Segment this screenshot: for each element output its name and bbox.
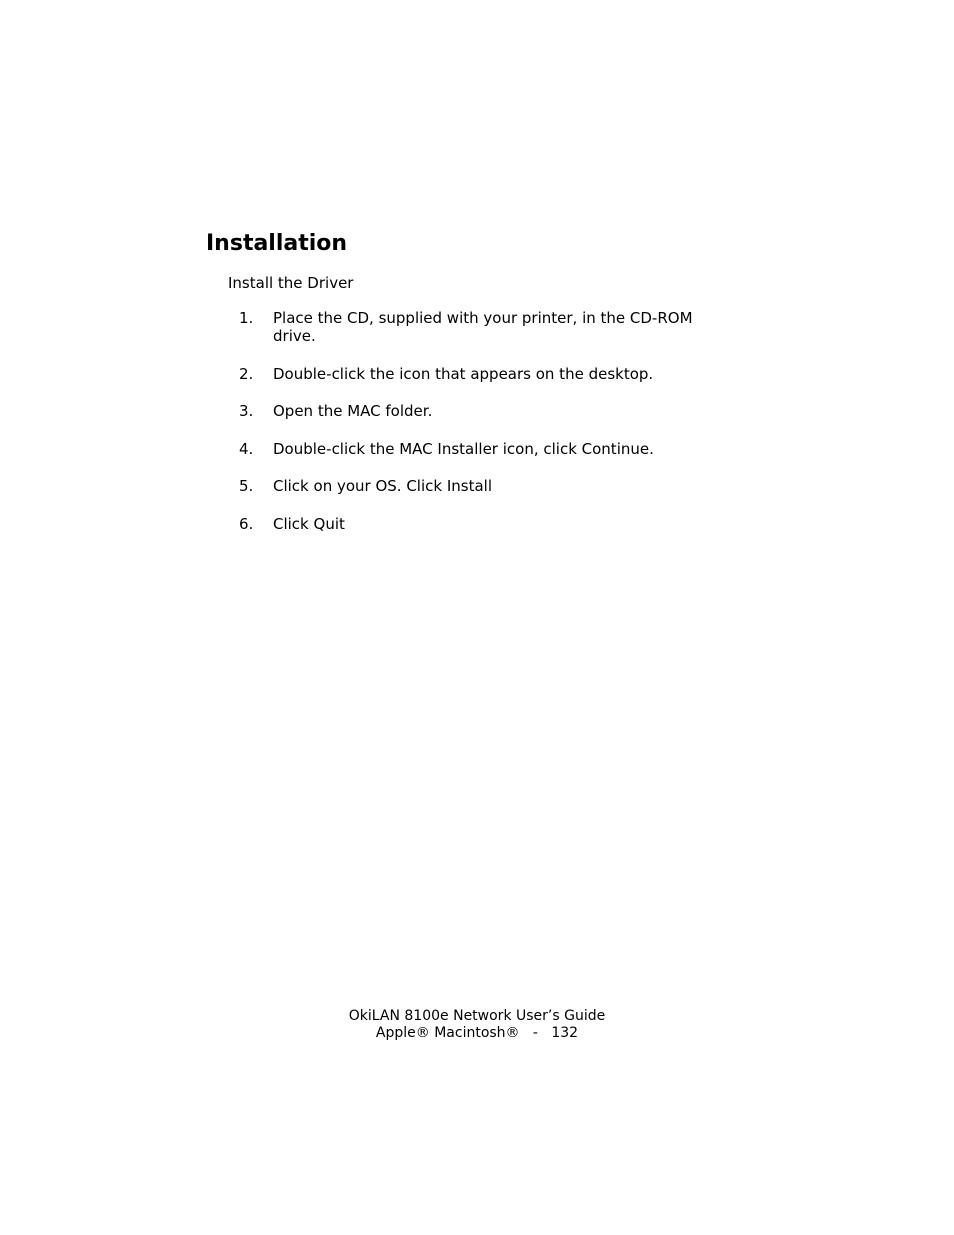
step-text: Double-click the icon that appears on the desktop. [273, 364, 654, 383]
footer-page-info [0, 1025, 954, 1042]
list-item [0, 309, 954, 345]
list-item [0, 440, 954, 458]
list-item [0, 515, 954, 533]
step-number: 3. [239, 402, 254, 420]
footer-section-name: Apple® Macintosh® [375, 1025, 520, 1041]
step-text: Click Quit [273, 514, 345, 533]
list-item [0, 402, 954, 420]
footer-guide-title: OkiLAN 8100e Network User’s Guide [348, 1008, 606, 1024]
step-text: Open the MAC folder. [273, 402, 433, 420]
step-number: 6. [239, 514, 254, 533]
list-item [0, 365, 954, 383]
step-number: 2. [239, 364, 254, 383]
step-number: 5. [239, 477, 254, 495]
list-item [0, 477, 954, 495]
page-title: Installation [206, 231, 348, 256]
page-footer [0, 1008, 954, 1042]
step-number: 4. [239, 439, 254, 458]
step-text: Click on your OS. Click Install [273, 477, 492, 495]
step-text: Place the CD, supplied with your printer, in the CD-ROM drive. [273, 309, 693, 345]
page-number: 132 [551, 1025, 579, 1041]
section-subtitle: Install the Driver [228, 274, 354, 292]
installation-steps-list [0, 309, 954, 552]
step-number: 1. [239, 309, 254, 327]
step-text: Double-click the MAC Installer icon, click Continue. [273, 439, 654, 458]
footer-separator: - [532, 1025, 538, 1041]
